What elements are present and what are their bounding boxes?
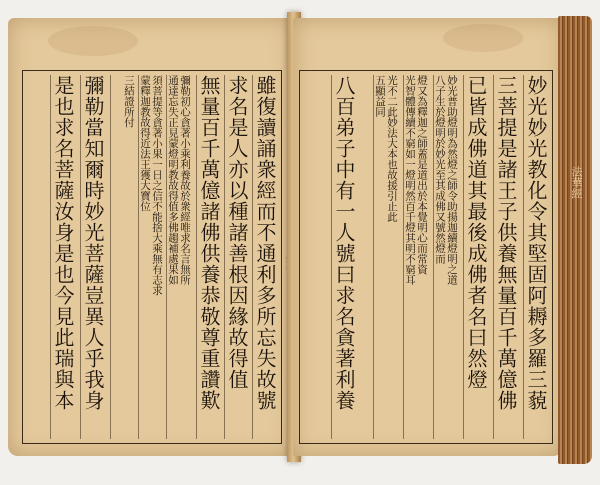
left-col-7: 彌勒當知爾時妙光菩薩豈異人乎我身: [80, 75, 105, 439]
commentary-line: 妙光普助燈明為然燈之師令助揚迦續燈明之道: [446, 75, 458, 285]
commentary-line: 三結證所付: [123, 75, 135, 128]
commentary-line: 彌勒初心貪著小乘利養故於衆經唯求名言無所: [179, 75, 191, 285]
right-col-7: 八百弟子中有一人號曰求名貪著利養: [331, 75, 356, 439]
right-text-frame: [299, 70, 553, 444]
paper-stain: [443, 24, 523, 52]
edge-label: 法華經: [570, 166, 583, 199]
right-page: [293, 18, 563, 456]
paper-stain: [48, 26, 138, 56]
right-col-4-commentary: [433, 75, 458, 439]
left-col-3: 無量百千萬億諸佛供養恭敬尊重讚歎: [196, 75, 221, 439]
right-col-5-commentary: [403, 75, 428, 439]
left-col-8: 是也求名菩薩汝身是也今見此瑞與本: [50, 75, 75, 439]
left-col-6-commentary: [110, 75, 135, 439]
commentary-line: 光智體傳續不窮如一燈明然百千燈其明不窮耳: [404, 75, 416, 285]
page-edges: [558, 16, 592, 464]
left-col-4-commentary: [166, 75, 191, 439]
right-col-3: 已皆成佛道其最後成佛者名曰然燈: [463, 75, 488, 439]
commentary-line: 燈又為釋迦之師蓋是道出於本覺明心而常資: [416, 75, 428, 275]
left-col-2: 求名是人亦以種諸善根因緣故得值: [224, 75, 249, 439]
commentary-line: 八子生於燈明於妙光至其成佛又號然燈而: [434, 75, 446, 264]
commentary-line: 通達忘失正見蒙燈明教故得值多佛趨補處果如: [167, 75, 179, 285]
right-col-1: 妙光妙光教化令其堅固阿耨多羅三藐: [523, 75, 548, 439]
commentary-line: [111, 75, 123, 439]
left-text-frame: [22, 70, 282, 444]
left-page: [8, 18, 293, 456]
right-col-6-commentary: [373, 75, 398, 439]
commentary-line: 光不二此妙法大本也故援引止此: [386, 75, 398, 222]
commentary-line: 五顯益同: [374, 75, 386, 117]
left-col-1: 雖復讀誦衆經而不通利多所忘失故號: [252, 75, 277, 439]
right-col-2: 三菩提是諸王子供養無量百千萬億佛: [493, 75, 518, 439]
left-col-5-commentary: [138, 75, 163, 439]
commentary-line: 蒙釋迦教故得近法王獲大寶位: [139, 75, 151, 212]
commentary-line: 須菩提等貪著小果一日之信不能捨大乘無有志求: [151, 75, 163, 296]
